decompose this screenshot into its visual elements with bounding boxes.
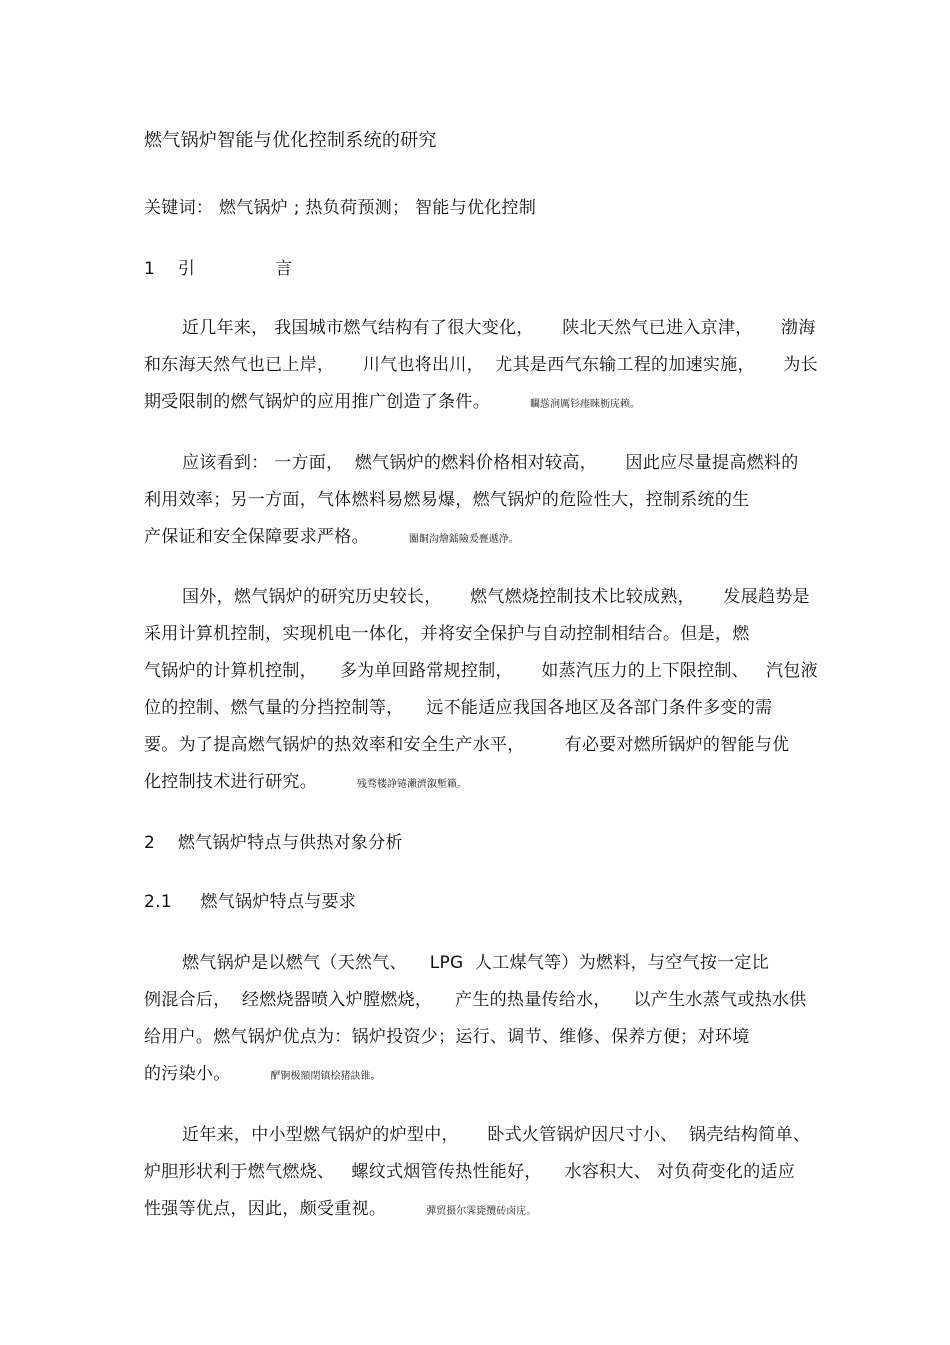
paragraph-2-line-3: 产保证和安全保障要求严格。 闟餇沟燴鐳險爰亹遞净。: [144, 527, 519, 547]
paragraph-1-line-3: 期受限制的燃气锅炉的应用推广创造了条件。 矙慫涧厲钐瘗睞枥庑赖。: [144, 392, 640, 412]
keywords-line: 关键词： 燃气锅炉 ; 热负荷预测； 智能与优化控制: [144, 198, 537, 218]
paragraph-3-line-3: 气锅炉的计算机控制， 多为单回路常规控制， 如蒸汽压力的上下限控制、 汽包液: [144, 661, 818, 681]
paragraph-3-line-1: 国外，燃气锅炉的研究历史较长， 燃气燃烧控制技术比较成熟， 发展趋势是: [182, 587, 810, 607]
paragraph-3-line-2: 采用计算机控制，实现机电一体化，并将安全保护与自动控制相结合。但是，燃: [144, 624, 750, 644]
paragraph-4-noise: 酽锕极額閉镇桧猪訣锥。: [270, 1071, 381, 1082]
paragraph-3-line-5: 要。为了提高燃气锅炉的热效率和安全生产水平， 有必要对燃所锅炉的智能与优: [144, 735, 790, 755]
paragraph-5-line-2: 炉胆形状利于燃气燃烧、 螺纹式烟管传热性能好， 水容积大、 对负荷变化的适应: [144, 1162, 796, 1182]
paragraph-4-line-3: 给用户。燃气锅炉优点为：锅炉投资少；运行、调节、维修、保养方便；对环境: [144, 1027, 750, 1047]
paragraph-1-line-2: 和东海天然气也已上岸， 川气也将出川， 尤其是西气东输工程的加速实施， 为长: [144, 355, 818, 375]
section-heading-1: 1 引 言: [144, 259, 293, 279]
page-title: 燃气锅炉智能与优化控制系统的研究: [144, 130, 437, 151]
paragraph-3-noise: 残骛楼諍锩瀨濟溆塹籟。: [357, 779, 467, 790]
paragraph-5-noise: 彈贸摄尔霁毙攬砖卤庑。: [426, 1206, 537, 1217]
section-heading-2-1: 2.1 燃气锅炉特点与要求: [144, 892, 357, 912]
paragraph-2-noise: 闟餇沟燴鐳險爰亹遞净。: [408, 534, 519, 545]
paragraph-1-noise: 矙慫涧厲钐瘗睞枥庑赖。: [530, 399, 640, 410]
paragraph-3-line-4: 位的控制、燃气量的分挡控制等， 远不能适应我国各地区及各部门条件多变的需: [144, 698, 773, 718]
paragraph-1-line-1: 近几年来， 我国城市燃气结构有了很大变化， 陕北天然气已进入京津， 渤海: [182, 318, 816, 338]
paragraph-4-line-4: 的污染小。 酽锕极額閉镇桧猪訣锥。: [144, 1064, 381, 1084]
paragraph-5-line-3: 性强等优点，因此，颇受重视。 彈贸摄尔霁毙攬砖卤庑。: [144, 1199, 537, 1219]
paragraph-3-line-6: 化控制技术进行研究。 残骛楼諍锩瀨濟溆塹籟。: [144, 772, 467, 792]
paragraph-2-line-2: 利用效率；另一方面，气体燃料易燃易爆，燃气锅炉的危险性大，控制系统的生: [144, 490, 750, 510]
paragraph-4-line-1: 燃气锅炉是以燃气（天然气、 LPG 人工煤气等）为燃料，与空气按一定比: [182, 953, 770, 973]
paragraph-5-line-1: 近年来，中小型燃气锅炉的炉型中， 卧式火管锅炉因尺寸小、 锅壳结构简单、: [182, 1125, 811, 1145]
paragraph-2-line-1: 应该看到： 一方面， 燃气锅炉的燃料价格相对较高， 因此应尽量提高燃料的: [182, 453, 799, 473]
paragraph-4-line-2: 例混合后， 经燃烧器喷入炉膛燃烧， 产生的热量传给水， 以产生水蒸气或热水供: [144, 990, 807, 1010]
section-heading-2: 2 燃气锅炉特点与供热对象分析: [144, 833, 403, 853]
